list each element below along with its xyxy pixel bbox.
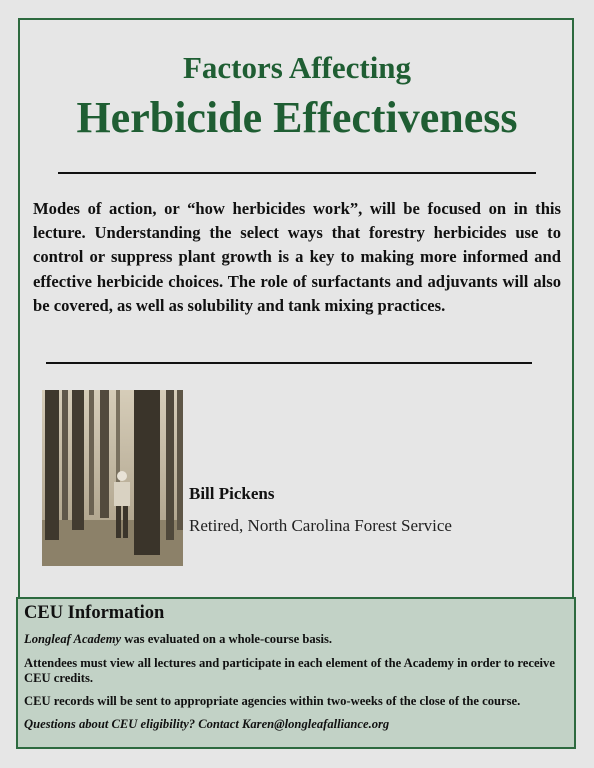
title-line-1: Factors Affecting xyxy=(182,50,412,85)
speaker-name: Bill Pickens xyxy=(189,484,275,503)
ceu-basis-text xyxy=(24,632,564,647)
lecture-description: Modes of action, or “how herbicides work”, will be focused on in this lecture. Understanding the select ways that forestry herbicides use to control or suppress plant growth is a key to making more informed and effective herbicide choices. The role of surfactants and adjuvants will also be covered, as well as solubility and tank mixing practices. xyxy=(33,199,561,315)
page-title: Herbicide Effectiveness xyxy=(76,93,518,142)
divider-top xyxy=(58,172,536,174)
ceu-heading: CEU Information xyxy=(24,603,165,623)
ceu-attendance-text: Attendees must view all lectures and participate in each element of the Academy in order to receive CEU credits. xyxy=(24,656,555,685)
ceu-basis-rest: was evaluated on a whole-course basis. xyxy=(121,632,333,646)
academy-name: Longleaf Academy xyxy=(24,632,122,646)
speaker-photo xyxy=(42,390,183,566)
ceu-contact-text: Questions about CEU eligibility? Contact Karen@longleafalliance.org xyxy=(24,717,390,731)
forest-photo-illustration xyxy=(42,390,183,566)
divider-bottom xyxy=(46,362,532,364)
speaker-role: Retired, North Carolina Forest Service xyxy=(189,516,452,535)
ceu-info-box xyxy=(16,597,576,749)
ceu-records-text: CEU records will be sent to appropriate agencies within two-weeks of the close of the course. xyxy=(24,694,521,708)
